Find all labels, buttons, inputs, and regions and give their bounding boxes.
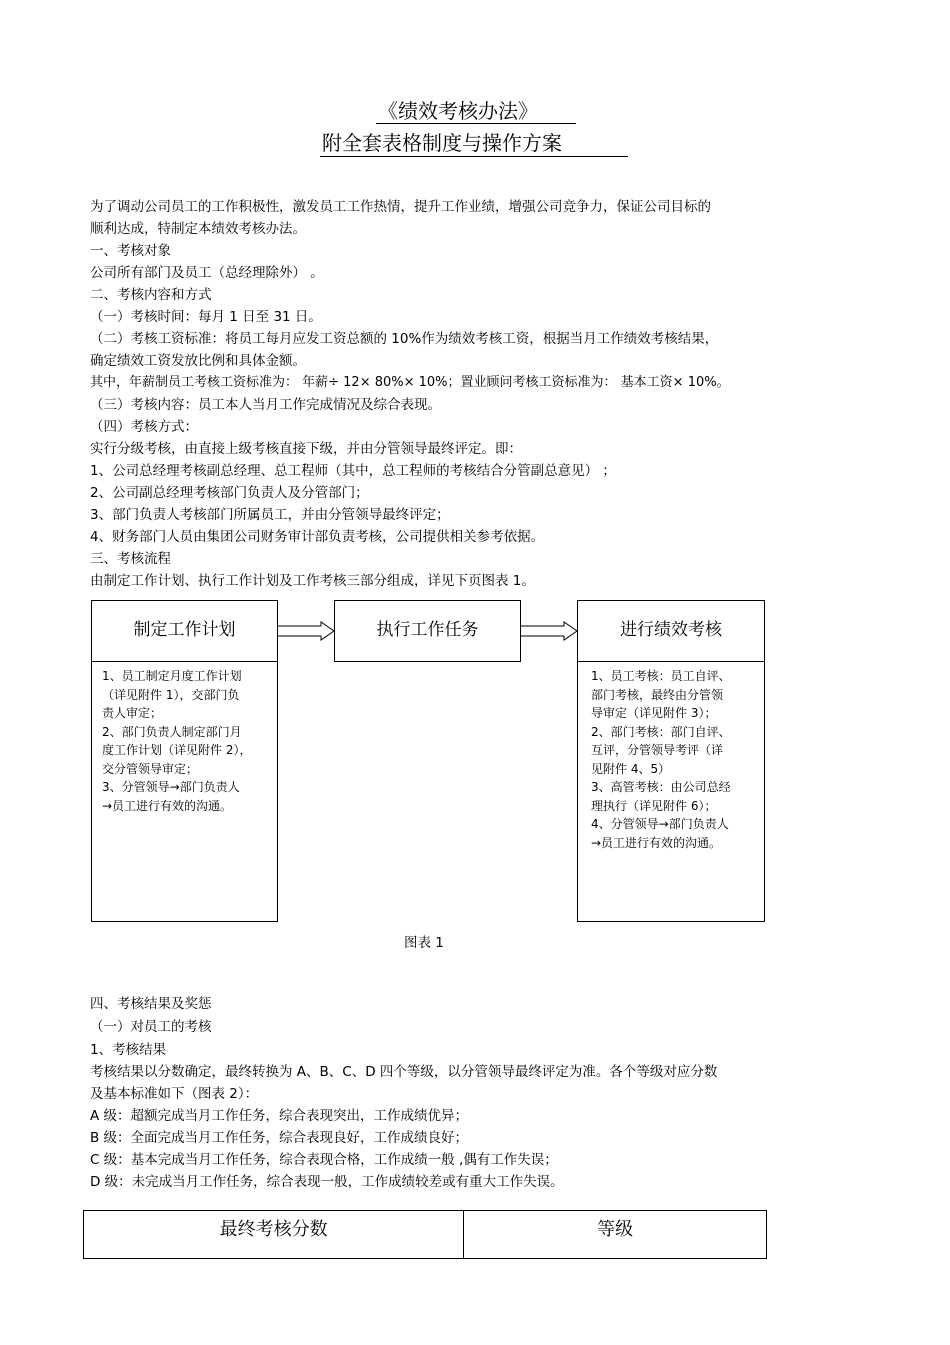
flow-text-line: 2、部门考核：部门自评、 xyxy=(591,724,731,739)
flow-box-assess-text xyxy=(591,667,763,852)
flow-text-line: 交分管领导审定； xyxy=(102,761,199,776)
section-heading: 四、考核结果及奖惩 xyxy=(90,996,212,1012)
doc-title: 《绩效考核办法》 xyxy=(378,99,538,123)
body-line: 1、考核结果 xyxy=(90,1042,167,1058)
body-line: 及基本标准如下（图表 2）： xyxy=(90,1086,259,1102)
doc-subtitle: 附全套表格制度与操作方案 xyxy=(322,131,562,155)
flow-text-line: 度工作计划（详见附件 2）， xyxy=(102,743,252,757)
body-line: 实行分级考核，由直接上级考核直接下级，并由分管领导最终评定。即： xyxy=(90,441,522,457)
flow-text-line: 1、员工考核：员工自评、 xyxy=(591,669,731,683)
title-underline-2 xyxy=(320,156,628,157)
flow-text-line: 2、部门负责人制定部门月 xyxy=(102,724,242,739)
body-line: 考核结果以分数确定，最终转换为 A、B、C、D 四个等级，以分管领导最终评定为准。各个等级对应分数 xyxy=(90,1064,718,1080)
flow-text-line: 理执行（详见附件 6）； xyxy=(591,798,717,813)
grade-desc-d: D 级：未完成当月工作任务，综合表现一般，工作成绩较差或有重大工作失误。 xyxy=(90,1174,564,1190)
title-underline-1 xyxy=(376,123,576,124)
body-line: （四）考核方式： xyxy=(90,419,198,435)
flow-text-line: →员工进行有效的沟通。 xyxy=(102,798,233,813)
grade-desc-c: C 级：基本完成当月工作任务，综合表现合格，工作成绩一般 ,偶有工作失误； xyxy=(90,1152,558,1168)
grade-table xyxy=(83,1210,767,1259)
flow-text-line: 3、分管领导→部门负责人 xyxy=(102,780,240,794)
body-line: 顺利达成，特制定本绩效考核办法。 xyxy=(90,221,306,237)
flow-arrow-2 xyxy=(520,621,580,641)
body-line: 3、部门负责人考核部门所属员工，并由分管领导最终评定； xyxy=(90,507,450,523)
table-header-grade: 等级 xyxy=(464,1211,767,1259)
body-line: （一）考核时间：每月 1 日至 31 日。 xyxy=(90,309,322,325)
grade-desc-a: A 级：超额完成当月工作任务，综合表现突出，工作成绩优异； xyxy=(90,1108,469,1124)
body-line: 4、财务部门人员由集团公司财务审计部负责考核，公司提供相关参考依据。 xyxy=(90,529,545,545)
flow-text-line: （详见附件 1），交部门负 xyxy=(102,687,240,702)
body-line: 2、公司副总经理考核部门负责人及分管部门； xyxy=(90,485,369,501)
body-line: （一）对员工的考核 xyxy=(90,1019,212,1035)
flow-arrow-1 xyxy=(277,621,337,641)
section-heading: 一、考核对象 xyxy=(90,243,171,259)
flow-box-plan-text xyxy=(102,667,274,815)
body-line: 由制定工作计划、执行工作计划及工作考核三部分组成，详见下页图表 1。 xyxy=(90,573,535,589)
body-line: 公司所有部门及员工（总经理除外） 。 xyxy=(90,265,324,281)
body-line: （三）考核内容：员工本人当月工作完成情况及综合表现。 xyxy=(90,397,441,413)
section-heading: 二、考核内容和方式 xyxy=(90,287,212,303)
flow-text-line: 见附件 4、5） xyxy=(591,761,671,776)
body-line: 为了调动公司员工的工作积极性，激发员工工作热情，提升工作业绩，增强公司竞争力，保证公司目标的 xyxy=(90,199,711,215)
flow-text-line: 导审定（详见附件 3）； xyxy=(591,706,717,720)
flow-box-plan-title: 制定工作计划 xyxy=(133,620,236,640)
flow-text-line: 3、高管考核：由公司总经 xyxy=(591,780,731,794)
body-line: 确定绩效工资发放比例和具体金额。 xyxy=(90,353,306,369)
flow-box-assess-title: 进行绩效考核 xyxy=(620,620,722,640)
flow-text-line: 互评，分管领导考评（详 xyxy=(591,743,724,757)
flow-text-line: 4、分管领导→部门负责人 xyxy=(591,817,729,831)
section-heading: 三、考核流程 xyxy=(90,551,171,567)
flow-box-execute-title: 执行工作任务 xyxy=(376,620,479,640)
flow-text-line: 部门考核，最终由分管领 xyxy=(591,687,724,702)
grade-desc-b: B 级：全面完成当月工作任务，综合表现良好，工作成绩良好； xyxy=(90,1130,469,1146)
flow-text-line: →员工进行有效的沟通。 xyxy=(591,835,722,850)
table-header-row xyxy=(84,1211,767,1259)
body-line: 其中，年薪制员工考核工资标准为： 年薪÷ 12× 80%× 10%；置业顾问考核工资标准为： 基本工资× 10%。 xyxy=(90,375,730,390)
body-line: 1、公司总经理考核副总经理、总工程师（其中，总工程师的考核结合分管副总意见） ； xyxy=(90,463,616,479)
body-line: （二）考核工资标准：将员工每月应发工资总额的 10%作为绩效考核工资，根据当月工作绩效考核结果， xyxy=(90,331,719,347)
figure-caption: 图表 1 xyxy=(404,935,444,951)
flow-text-line: 1、员工制定月度工作计划 xyxy=(102,669,242,683)
table-header-score: 最终考核分数 xyxy=(84,1211,464,1259)
flow-text-line: 责人审定； xyxy=(102,706,163,720)
